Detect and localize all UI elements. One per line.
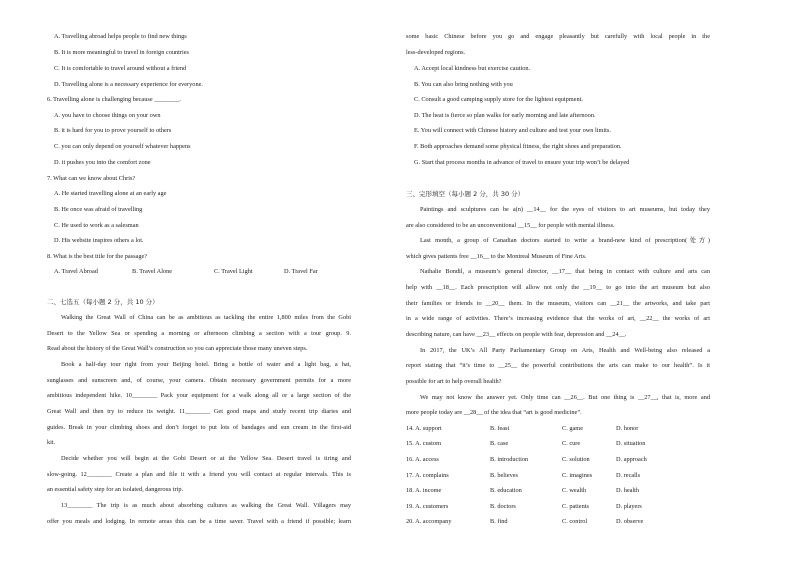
choice-cell: C. wealth [562, 487, 587, 494]
q8-stem: 8. What is the best title for the passage? [47, 253, 148, 260]
passage-line: Walking the Great Wall of China can be as ambitious as tackling the entire 1,800 miles from the Gobi [61, 314, 351, 321]
passage-line: sunglasses and sunscreen and, of course, your camera. Obtain necessary government permits for a more [47, 377, 351, 384]
choice-cell: 15. A. custom [406, 440, 441, 447]
choice-cell: B. case [490, 440, 509, 447]
q5-option-b: B. It is more meaningful to travel in foreign countries [54, 49, 189, 56]
cloze-line: Nathalie Bondil, a museum’s general director, __17__ that being in contact with culture and arts can [420, 268, 710, 275]
passage-line: 13________ The trip is as much about absorbing cultures as walking the Great Wall. Villagers may [61, 502, 351, 509]
q7-option-d: D. His website inspires others a lot. [54, 237, 144, 244]
q7-option-c: C. He used to work as a salesman [54, 222, 139, 229]
seven-choice-option-a: A. Accept local kindness but exercise caution. [414, 65, 531, 72]
choice-cell: B. education [490, 487, 522, 494]
q8-option-a: A. Travel Abroad [54, 268, 98, 275]
choice-cell: D. approach [616, 456, 647, 463]
passage-line: Desert to the Yellow Sea or spending a morning or afternoon climbing a section with a tour group. 9. [47, 330, 351, 337]
choice-cell: B. feast [490, 425, 510, 432]
cloze-line: Last month, a group of Canadian doctors started to write a brand-new kind of prescription(处方) [420, 237, 710, 244]
choice-cell: C. imagines [562, 472, 593, 479]
choice-cell: C. patients [562, 503, 589, 510]
passage-line: ambitious independent hike. 10________ Pack your equipment for a walk along all or a large section of the [47, 392, 351, 399]
choice-cell: D. health [616, 487, 640, 494]
choice-cell: D. players [616, 503, 642, 510]
passage-line: Great Wall and then try to reduce its weight. 11________ Get good maps and study recent trip diaries and [47, 408, 351, 415]
cloze-line: In 2017, the UK’s All Party Parliamentary Group on Arts, Health and Well-being also released a [420, 347, 710, 354]
passage-line: less-developed regions. [406, 49, 466, 56]
cloze-line: which gives patients free __16__ to the Montreal Museum of Fine Arts. [406, 253, 587, 260]
q6-option-d: D. it pushes you into the comfort zone [54, 159, 151, 166]
seven-choice-option-d: D. The heat is fierce so plan walks for early morning and late afternoon. [414, 112, 596, 119]
q5-option-c: C. It is comfortable to travel around without a friend [54, 65, 187, 72]
section3-title: 三、完形填空（每小题 2 分，共 30 分） [406, 190, 525, 198]
choice-cell: C. control [562, 518, 588, 525]
q7-option-b: B. He once was afraid of travelling [54, 206, 143, 213]
seven-choice-option-e: E. You will connect with Chinese history and culture and test your own limits. [414, 127, 611, 134]
q8-option-c: C. Travel Light [214, 268, 253, 275]
q6-stem: 6. Travelling alone is challenging because ________. [47, 96, 181, 103]
seven-choice-option-c: C. Consult a good camping supply store for the lightest equipment. [414, 96, 583, 103]
passage-line: Book a half-day tour right from your Beijing hotel. Bring a bottle of water and a light bag, a hat, [61, 361, 351, 368]
seven-choice-option-g: G. Start that process months in advance of travel to ensure your trip won’t be delayed [414, 159, 630, 166]
cloze-line: possible for art to help overall health? [406, 378, 502, 385]
passage-line: an essential safety step for an isolated, dangerous trip. [47, 486, 184, 493]
q5-option-a: A. Travelling abroad helps people to find new things [54, 33, 187, 40]
passage-line: guides. Break in your climbing shoes and don’t forget to put lots of bandages and sun cream in the first-aid [47, 424, 351, 431]
q5-option-d: D. Travelling alone is a necessary experience for everyone. [54, 81, 203, 88]
passage-line: Read about the history of the Great Wall’s construction so you can appreciate those many uneven steps. [47, 345, 308, 352]
q6-option-b: B. it is hard for you to prove yourself to others [54, 127, 172, 134]
choice-cell: 20. A. accompany [406, 518, 452, 525]
choice-cell: 16. A. access [406, 456, 439, 463]
choice-cell: B. introduction [490, 456, 529, 463]
choice-cell: 17. A. complains [406, 472, 449, 479]
choice-cell: B. believes [490, 472, 518, 479]
section2-title: 二、七选五（每小题 2 分，共 10 分） [47, 298, 159, 306]
choice-cell: D. observe [616, 518, 644, 525]
choice-cell: C. solution [562, 456, 590, 463]
q8-option-d: D. Travel Far [284, 268, 318, 275]
choice-cell: D. situation [616, 440, 646, 447]
q7-stem: 7. What can we know about Chris? [47, 175, 136, 182]
choice-cell: B. doctors [490, 503, 516, 510]
cloze-line: more people today are __28__ of the idea that “art is good medicine”. [406, 409, 582, 416]
cloze-line: Paintings and sculptures can be a(n) __14__ for the eyes of visitors to art museums, but today they [420, 206, 710, 213]
cloze-line: report stating that “it’s time to __25__ the powerful contributions the arts can make to our health”. Is it [406, 362, 710, 369]
q8-option-b: B. Travel Alone [132, 268, 173, 275]
cloze-line: help with __18__. Each prescription will allow not only the __19__ to go into the art museum but also [406, 284, 710, 291]
q6-option-a: A. you have to choose things on your own [54, 112, 161, 119]
cloze-line: in a wide range of activities. There’s increasing evidence that the works of art, __22__ the works of art [406, 315, 710, 322]
choice-cell: 18. A. income [406, 487, 442, 494]
choice-cell: B. find [490, 518, 508, 525]
seven-choice-option-b: B. You can also bring nothing with you [414, 81, 513, 88]
choice-cell: C. game [562, 425, 583, 432]
choice-cell: 14. A. support [406, 425, 442, 432]
passage-line: kit. [47, 439, 56, 446]
choice-cell: 19. A. customers [406, 503, 449, 510]
cloze-line: are also considered to be an unconventional __15__ for people with mental illness. [406, 222, 615, 229]
passage-line: slow-going. 12________ Create a plan and file it with a friend you will contact at regular intervals. This is [47, 471, 351, 478]
cloze-line: We may not know the answer yet. Only time can __26__. But one thing is __27__, that is, more and [420, 394, 710, 401]
seven-choice-option-f: F. Both approaches demand some physical fitness, the right shoes and preparation. [414, 143, 622, 150]
q7-option-a: A. He started travelling alone at an early age [54, 190, 167, 197]
cloze-line: describing nature, can have __23__ effects on people with fear, depression and __24__. [406, 331, 627, 338]
passage-line: Decide whether you will begin at the Gobi Desert or at the Yellow Sea. Desert travel is tiring and [61, 455, 351, 462]
cloze-line: their families or friends to __20__ them. In the museum, visitors can __21__ the artworks, and take part [406, 300, 710, 307]
passage-line: offer you meals and lodging. In remote areas this can be a time saver. Travel with a friend if possible; learn [47, 518, 351, 525]
choice-cell: D. recalls [616, 472, 641, 479]
passage-line: some basic Chinese before you go and engage pleasantly but carefully with local people in the [406, 33, 710, 40]
q6-option-c: C. you can only depend on yourself whatever happens [54, 143, 191, 150]
choice-cell: C. cure [562, 440, 581, 447]
choice-cell: D. honor [616, 425, 639, 432]
